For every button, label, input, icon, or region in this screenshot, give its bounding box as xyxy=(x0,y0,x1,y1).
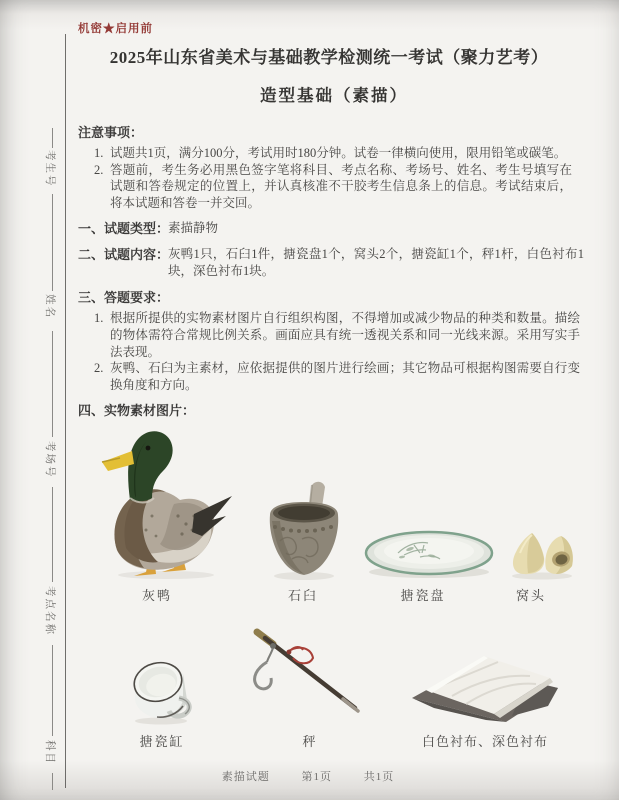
seal-line-segment xyxy=(52,487,53,582)
enamel-mug-photo xyxy=(127,658,197,726)
drapery-cloths-photo xyxy=(408,646,562,726)
steamed-buns-photo xyxy=(506,527,578,581)
requirement-text: 根据所提供的实物素材图片自行组织构图，不得增加或减少物品的种类和数量。描绘的物体需符合常规比例关系。画面应具有统一透视关系和同一光线来源。采用写实手法表现。 xyxy=(110,311,580,359)
section-label: 一、试题类型： xyxy=(78,221,170,237)
margin-field-name: 姓名 xyxy=(44,294,55,319)
seal-line-segment xyxy=(52,194,53,291)
notice-item-number: 1. xyxy=(94,146,104,160)
requirements-list xyxy=(78,310,590,393)
steelyard-scale-photo xyxy=(243,620,371,726)
caption-plate: 搪瓷盘 xyxy=(400,588,446,603)
notice-item-number: 2. xyxy=(94,162,104,177)
footer-total-pages: 共1页 xyxy=(363,771,395,783)
seal-line-segment xyxy=(52,128,53,148)
notice-heading: 注意事项： xyxy=(78,125,144,140)
requirement-number: 1. xyxy=(94,311,104,326)
seal-line-segment xyxy=(52,331,53,437)
section-question-content xyxy=(78,246,590,280)
caption-mug: 搪瓷缸 xyxy=(139,734,185,749)
section-answer-requirements xyxy=(78,289,590,393)
section-text: 素描静物 xyxy=(168,221,219,236)
requirement-number: 2. xyxy=(94,361,104,376)
seal-divider-line xyxy=(65,34,66,788)
section-label: 四、实物素材图片： xyxy=(78,403,196,419)
caption-buns: 窝头 xyxy=(515,588,546,603)
enamel-plate-photo xyxy=(362,527,496,581)
margin-field-site-name: 考点名称 xyxy=(44,586,55,636)
exam-subtitle: 造型基础（素描） xyxy=(260,86,408,105)
notice-list xyxy=(94,145,590,211)
footer-doc-name: 素描试题 xyxy=(221,771,270,783)
mortar-photo xyxy=(262,477,346,581)
caption-duck: 灰鸭 xyxy=(141,588,172,603)
notice-item xyxy=(94,162,572,212)
caption-scale: 秤 xyxy=(302,734,318,749)
caption-cloths: 白色衬布、深色衬布 xyxy=(421,734,548,749)
requirement-item xyxy=(94,360,580,393)
section-label: 三、答题要求： xyxy=(78,290,170,306)
classification-banner: 机密★启用前 xyxy=(78,23,153,35)
section-question-type xyxy=(78,220,590,237)
exam-content xyxy=(78,20,590,420)
footer-page-number: 第1页 xyxy=(301,771,332,783)
notice-item-text: 试题共1页，满分100分，考试用时180分钟。试卷一律横向使用，限用铅笔或碳笔。 xyxy=(110,146,567,160)
margin-field-subject: 科目 xyxy=(44,740,55,765)
seal-line-segment xyxy=(52,645,53,736)
section-text: 灰鸭1只，石臼1件，搪瓷盘1个，窝头2个，搪瓷缸1个，秤1杆，白色衬布1块，深色衬布1块。 xyxy=(168,247,584,279)
section-label: 二、试题内容： xyxy=(78,247,170,263)
notice-item xyxy=(94,145,572,162)
duck-photo xyxy=(90,404,238,582)
page-footer xyxy=(78,768,538,784)
exam-title: 2025年山东省美术与基础教学检测统一考试（聚力艺考） xyxy=(109,48,549,67)
margin-field-room-number: 考场号 xyxy=(44,441,55,479)
seal-line-segment xyxy=(52,773,53,790)
requirement-item xyxy=(94,310,580,360)
notice-item-text: 答题前，考生务必用黑色签字笔将科目、考点名称、考场号、姓名、考生号填写在试题和答卷规定的位置上，并认真核准不干胶考生信息条上的信息。考试结束后，将本试题和答卷一并交回。 xyxy=(110,162,572,210)
requirement-text: 灰鸭、石臼为主素材，应依据提供的图片进行绘画；其它物品可根据构图需要自行变换角度和方向。 xyxy=(110,361,580,392)
margin-field-examinee-number: 考生号 xyxy=(44,150,55,188)
section-material-photos xyxy=(78,402,590,420)
caption-mortar: 石臼 xyxy=(287,588,318,603)
